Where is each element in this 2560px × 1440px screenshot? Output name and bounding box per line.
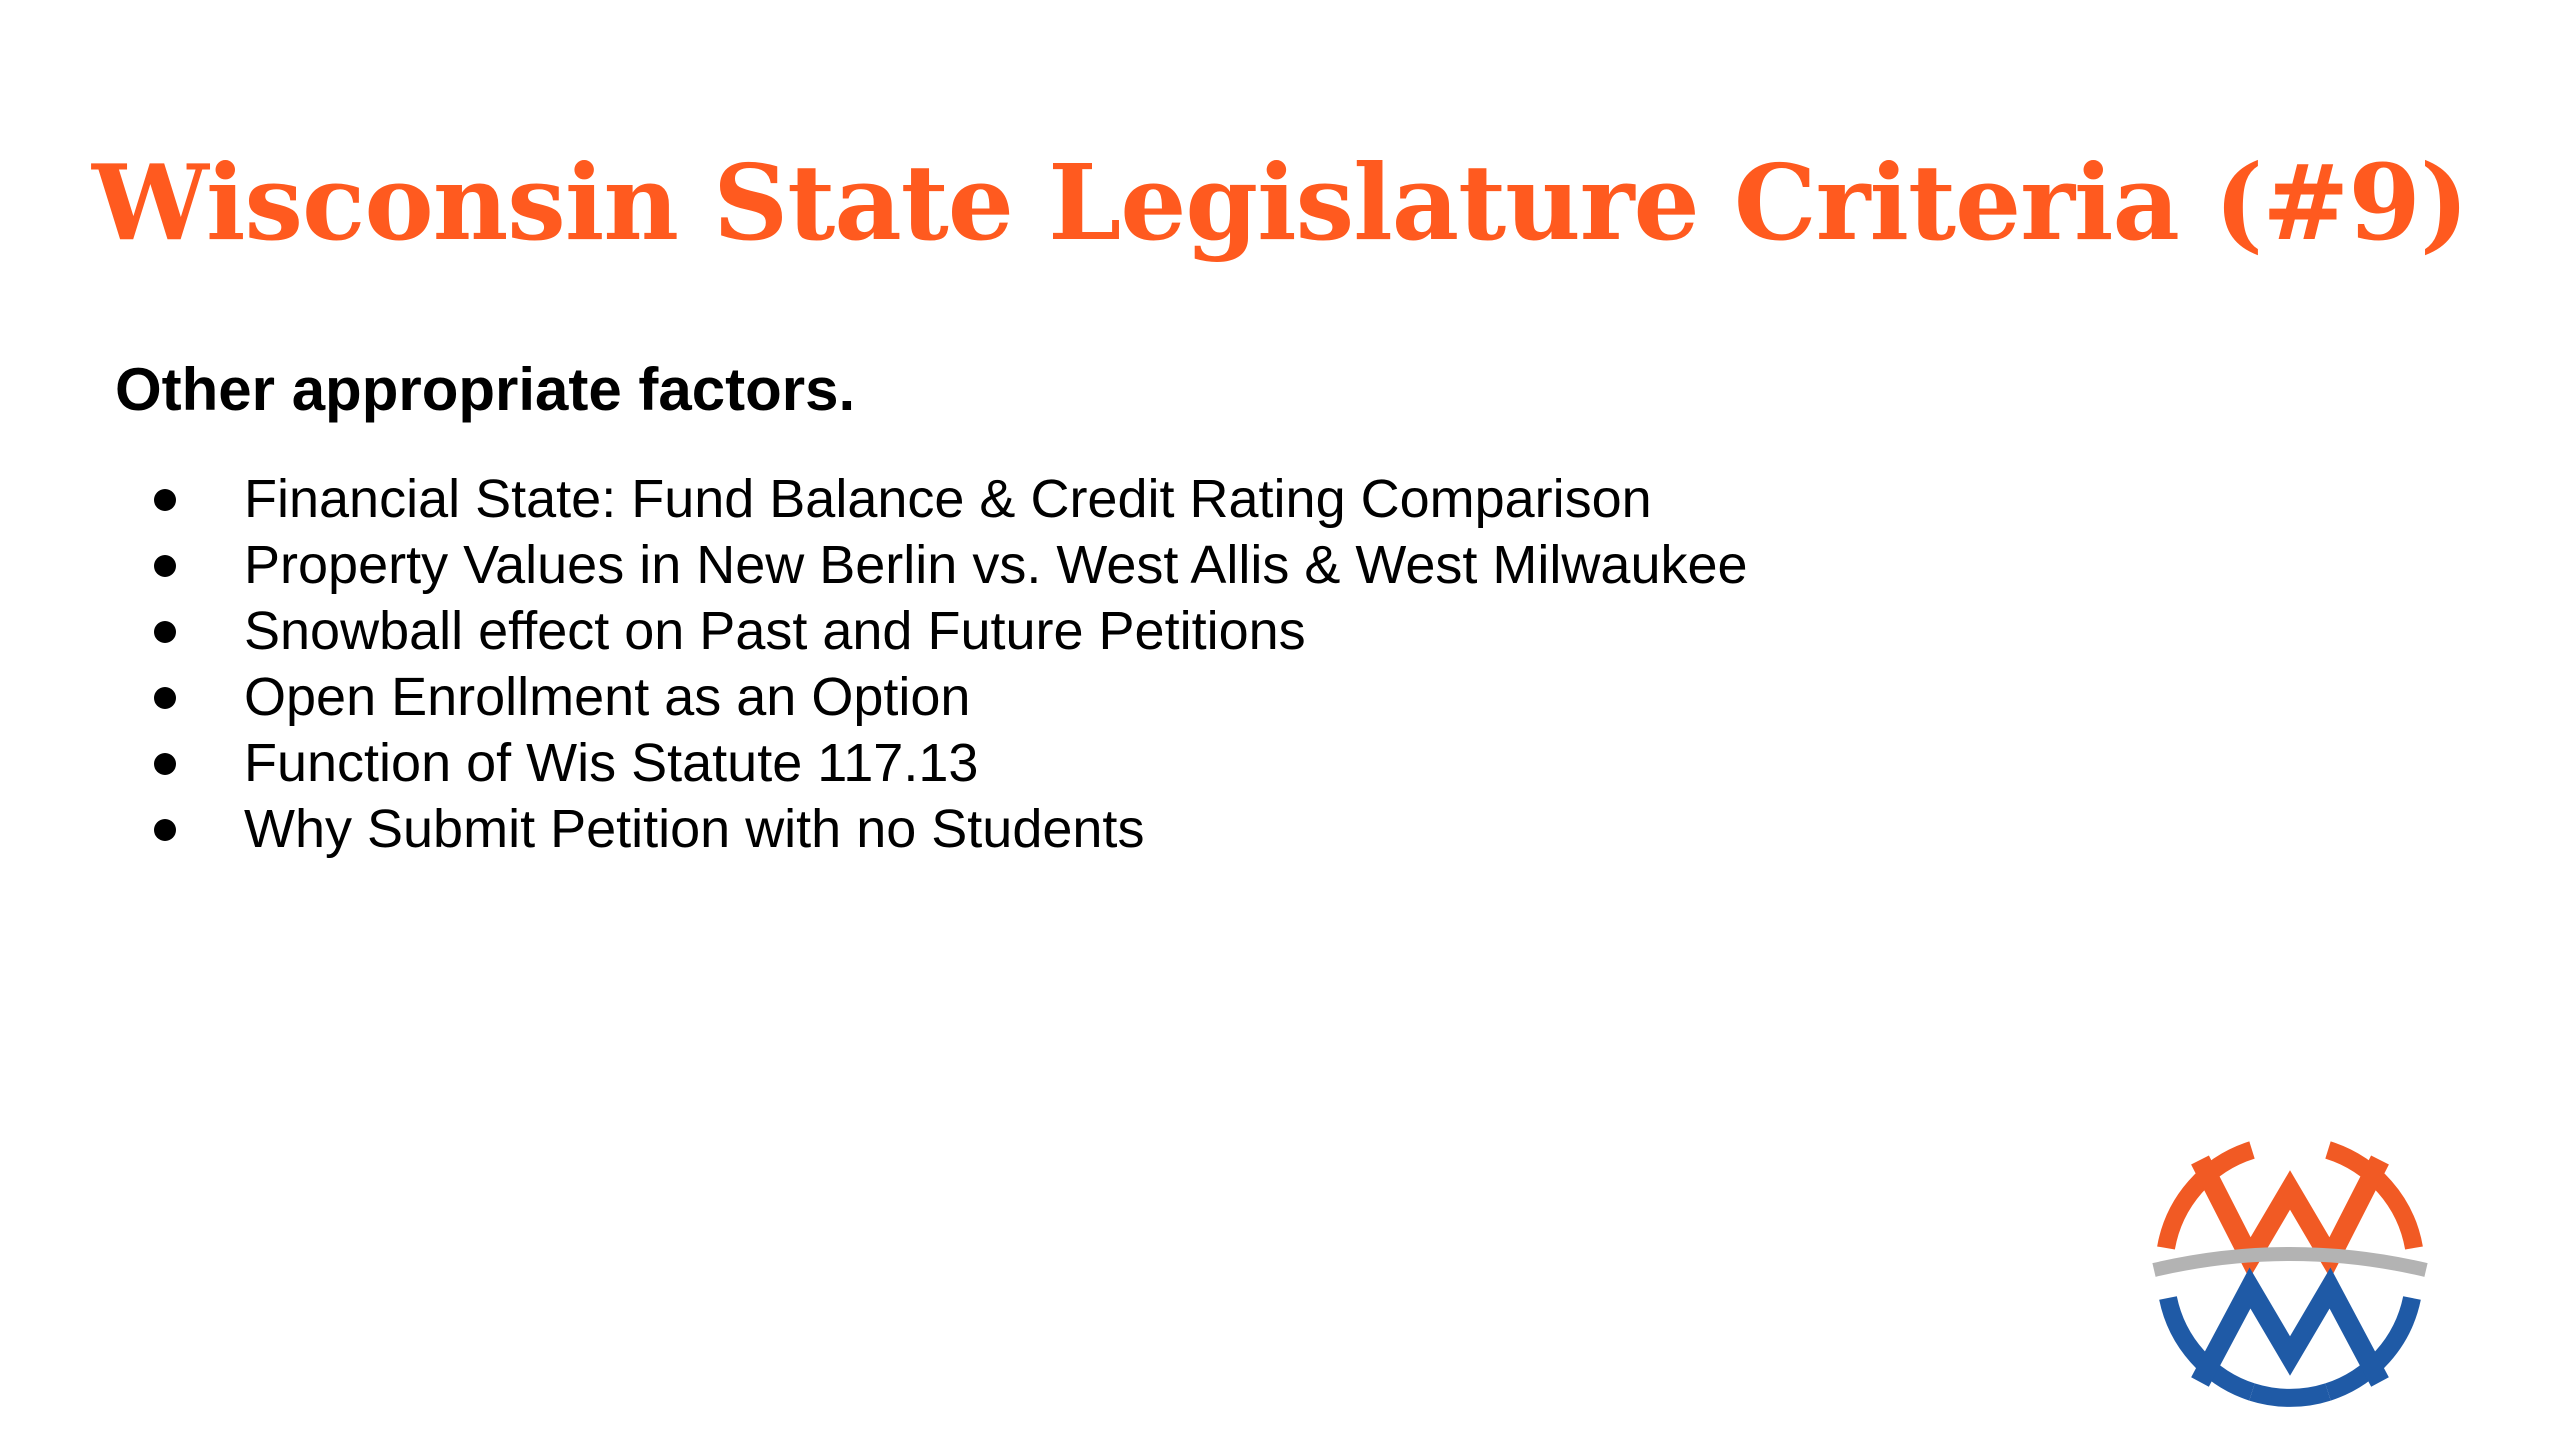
- bullet-icon: [154, 753, 176, 775]
- bullet-text: Open Enrollment as an Option: [244, 667, 971, 727]
- logo-lower-arc-bottom: [2252, 1392, 2328, 1398]
- bullet-text: Function of Wis Statute 117.13: [244, 733, 979, 793]
- bullet-icon: [154, 555, 176, 577]
- logo-horizon-band: [2154, 1254, 2426, 1270]
- bullet-icon: [154, 687, 176, 709]
- bullet-text: Why Submit Petition with no Students: [244, 799, 1145, 859]
- bullet-text: Snowball effect on Past and Future Petitions: [244, 601, 1306, 661]
- logo-w-letter: [2200, 1160, 2380, 1258]
- bullet-text: Property Values in New Berlin vs. West Allis & West Milwaukee: [244, 535, 1748, 595]
- bullet-text: Financial State: Fund Balance & Credit Rating Comparison: [244, 469, 1652, 529]
- slide-title: Wisconsin State Legislature Criteria (#9): [91, 141, 2469, 264]
- bullet-icon: [154, 621, 176, 643]
- bullet-icon: [154, 489, 176, 511]
- bullet-icon: [154, 819, 176, 841]
- wm-logo-icon: [2140, 1120, 2440, 1420]
- logo-m-letter: [2200, 1288, 2380, 1382]
- slide-subtitle: Other appropriate factors.: [115, 356, 856, 423]
